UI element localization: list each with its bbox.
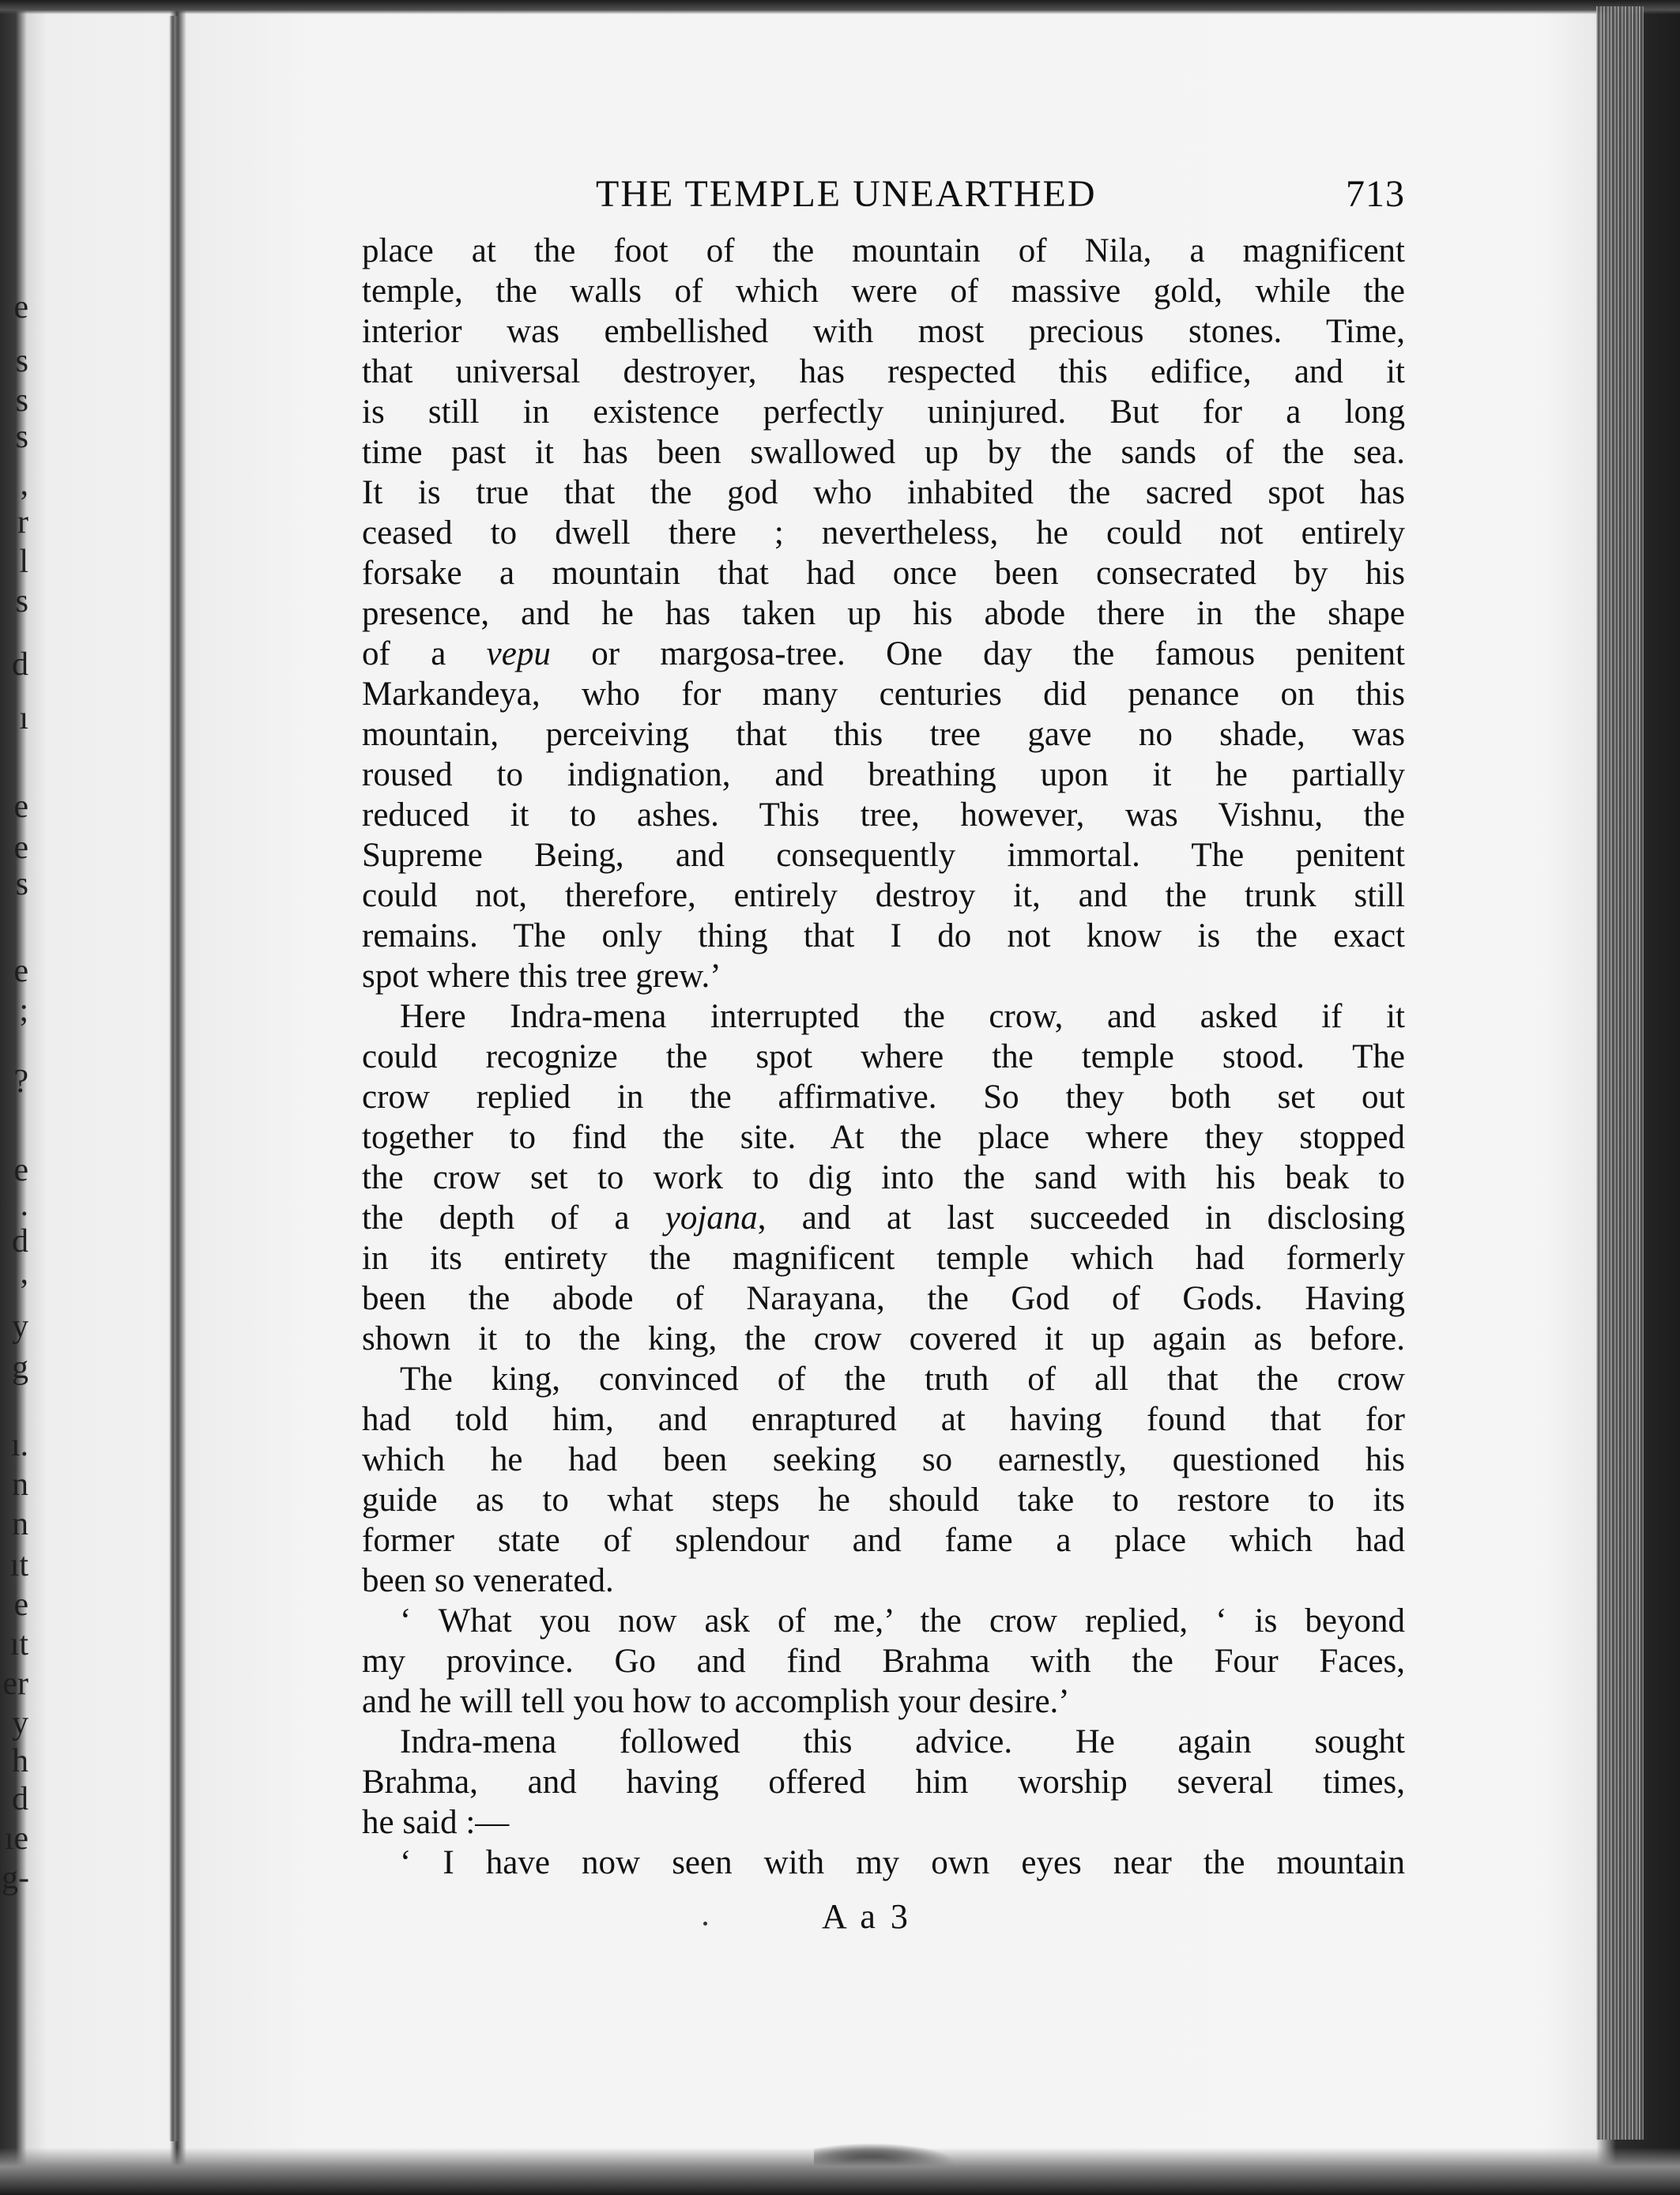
text-line: could not, therefore, entirely destroy it, and the trunk still <box>362 877 1405 914</box>
text-segment: or margosa-tree. One day the famous penitent <box>550 635 1406 672</box>
text-line <box>362 634 1405 674</box>
text-line: the crow set to work to dig into the sand with his beak to <box>362 1159 1405 1196</box>
text-line: reduced it to ashes. This tree, however, was Vishnu, the <box>362 796 1405 834</box>
body-text <box>362 231 1405 1883</box>
margin-fragment: r <box>17 504 28 540</box>
text-line: together to find the site. At the place where they stopped <box>362 1119 1405 1156</box>
text-line: time past it has been swallowed up by the sands of the sea. <box>362 434 1405 471</box>
margin-fragment: g- <box>2 1860 29 1896</box>
running-title: THE TEMPLE UNEARTHED <box>596 173 1097 215</box>
margin-fragment: ı <box>19 700 28 736</box>
scan-bottom-edge <box>0 2148 1680 2195</box>
text-line: he said :— <box>362 1804 510 1841</box>
margin-fragment: ? <box>13 1064 28 1100</box>
margin-fragment: e <box>13 1152 28 1188</box>
margin-fragment: d <box>12 1781 28 1817</box>
scan-top-edge <box>0 0 1680 14</box>
text-line: temple, the walls of which were of massive gold, while the <box>362 273 1405 310</box>
text-line: my province. Go and find Brahma with the Four Faces, <box>362 1643 1405 1680</box>
text-line: had told him, and enraptured at having found that for <box>362 1401 1405 1438</box>
text-line: guide as to what steps he should take to restore to its <box>362 1482 1405 1519</box>
text-line: interior was embellished with most precious stones. Time, <box>362 313 1405 350</box>
text-line: ceased to dwell there ; nevertheless, he could not entirely <box>362 514 1405 552</box>
text-line: It is true that the god who inhabited the sacred spot has <box>362 474 1405 511</box>
margin-fragment: n <box>12 1466 28 1503</box>
margin-fragment: g <box>12 1350 28 1386</box>
text-line: shown it to the king, the crow covered it up again as before. <box>362 1320 1405 1357</box>
book-gutter <box>169 16 179 2141</box>
stray-dot <box>703 1922 707 1926</box>
text-line: been so venerated. <box>362 1562 614 1599</box>
margin-fragment: ıt <box>9 1626 28 1662</box>
text-line: forsake a mountain that had once been consecrated by his <box>362 555 1405 592</box>
margin-fragment: n <box>12 1506 28 1542</box>
text-line: ‘ What you now ask of me,’ the crow replied, ‘ is beyond <box>400 1602 1405 1640</box>
text-line <box>362 1198 1405 1238</box>
text-line: could recognize the spot where the temple stood. The <box>362 1038 1405 1075</box>
margin-fragment: , <box>20 1255 28 1291</box>
margin-fragment: s <box>15 382 28 419</box>
text-line: Indra-mena followed this advice. He again sought <box>400 1723 1405 1760</box>
text-line: mountain, perceiving that this tree gave no shade, was <box>362 716 1405 753</box>
text-line: in its entirety the magnificent temple which had formerly <box>362 1240 1405 1277</box>
margin-fragment: e <box>13 953 28 989</box>
text-line: Supreme Being, and consequently immortal. The penitent <box>362 837 1405 874</box>
text-line: Brahma, and having offered him worship several times, <box>362 1764 1405 1801</box>
margin-fragment: d <box>12 646 28 683</box>
text-line: remains. The only thing that I do not know is the exact <box>362 917 1405 954</box>
running-header <box>362 158 1405 231</box>
margin-fragment: h <box>12 1743 28 1779</box>
text-line: is still in existence perfectly uninjured. But for a long <box>362 393 1405 431</box>
book-page <box>362 158 1405 1883</box>
italic-term: vepu <box>486 635 551 672</box>
margin-fragment: s <box>15 343 28 379</box>
text-line: former state of splendour and fame a place which had <box>362 1522 1405 1559</box>
margin-fragment: e <box>13 289 28 326</box>
text-line: roused to indignation, and breathing upon it he partially <box>362 756 1405 793</box>
margin-fragment: e <box>13 1587 28 1623</box>
text-line: crow replied in the affirmative. So they both set out <box>362 1079 1405 1116</box>
margin-fragment: ıt <box>9 1547 28 1583</box>
margin-fragment: , <box>20 466 28 503</box>
margin-fragment: er <box>2 1666 28 1702</box>
margin-fragment: y <box>12 1308 28 1345</box>
text-line: spot where this tree grew.’ <box>362 958 721 995</box>
margin-fragment: e <box>13 830 28 866</box>
text-line: that universal destroyer, has respected this edifice, and it <box>362 353 1405 390</box>
signature-mark: A a 3 <box>822 1897 911 1936</box>
facing-page-margin <box>0 0 32 2195</box>
text-line: been the abode of Narayana, the God of Gods. Having <box>362 1280 1405 1317</box>
margin-fragment: ıe <box>4 1820 28 1857</box>
text-segment: the depth of a <box>362 1199 665 1237</box>
text-line: Here Indra-mena interrupted the crow, and asked if it <box>400 998 1405 1035</box>
text-line: ‘ I have now seen with my own eyes near the mountain <box>400 1844 1405 1881</box>
page-edges-stack <box>1596 6 1644 2140</box>
text-line: presence, and he has taken up his abode there in the shape <box>362 595 1405 632</box>
text-line: which he had been seeking so earnestly, questioned his <box>362 1441 1405 1478</box>
margin-fragment: l <box>19 544 28 580</box>
margin-fragment: y <box>12 1705 28 1741</box>
text-line: place at the foot of the mountain of Nila, a magnificent <box>362 232 1405 269</box>
margin-fragment: e <box>13 789 28 825</box>
margin-fragment: s <box>15 583 28 619</box>
page-number: 713 <box>1346 173 1405 215</box>
margin-fragment: d <box>12 1223 28 1259</box>
margin-fragment: . <box>20 1187 28 1223</box>
text-line: Markandeya, who for many centuries did penance on this <box>362 676 1405 713</box>
margin-fragment: s <box>15 866 28 902</box>
margin-fragment: ı. <box>10 1427 28 1463</box>
margin-fragment: ; <box>19 992 28 1029</box>
text-line: and he will tell you how to accomplish your desire.’ <box>362 1683 1070 1720</box>
text-segment: , and at last succeeded in disclosing <box>757 1199 1405 1237</box>
text-line: The king, convinced of the truth of all that the crow <box>400 1361 1405 1398</box>
italic-term: yojana <box>665 1199 758 1237</box>
margin-fragment: s <box>15 419 28 455</box>
text-segment: of a <box>362 635 487 672</box>
